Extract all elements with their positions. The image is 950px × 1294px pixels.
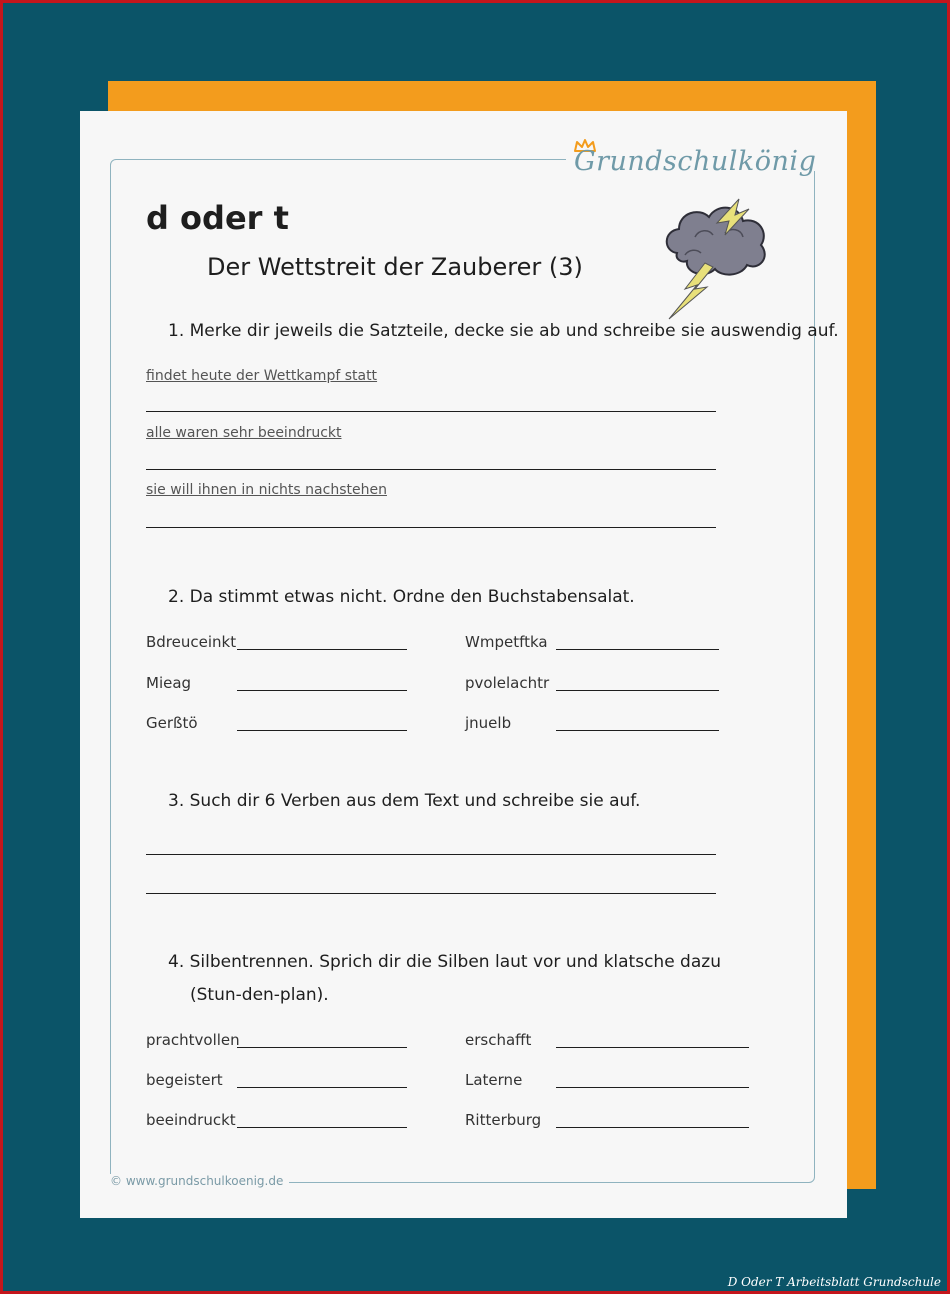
brand-logo: Grundschulkönig bbox=[574, 146, 817, 177]
syllable-word: erschafft bbox=[465, 1031, 532, 1049]
answer-line[interactable] bbox=[146, 469, 716, 470]
scrambled-word: jnuelb bbox=[465, 714, 512, 732]
answer-line[interactable] bbox=[237, 649, 407, 650]
answer-line[interactable] bbox=[146, 411, 716, 412]
scrambled-word: Wmpetftka bbox=[465, 633, 548, 651]
image-caption: D Oder T Arbeitsblatt Grundschule bbox=[727, 1275, 941, 1289]
scrambled-word: Gerßtö bbox=[146, 714, 198, 732]
task2-instruction: 2. Da stimmt etwas nicht. Ordne den Buchstabensalat. bbox=[168, 587, 635, 607]
task3-instruction: 3. Such dir 6 Verben aus dem Text und schreibe sie auf. bbox=[168, 791, 641, 811]
syllable-word: beeindruckt bbox=[146, 1111, 236, 1129]
scrambled-word: pvolelachtr bbox=[465, 674, 550, 692]
answer-line[interactable] bbox=[556, 690, 719, 691]
answer-line[interactable] bbox=[556, 730, 719, 731]
answer-line[interactable] bbox=[556, 649, 719, 650]
worksheet-subtitle: Der Wettstreit der Zauberer (3) bbox=[207, 253, 583, 281]
answer-line[interactable] bbox=[237, 1047, 407, 1048]
scrambled-word: Mieag bbox=[146, 674, 192, 692]
task4-instruction: 4. Silbentrennen. Sprich dir die Silben laut vor und klatsche dazu bbox=[168, 952, 721, 972]
answer-line[interactable] bbox=[146, 893, 716, 894]
scrambled-word: Bdreuceinkt bbox=[146, 633, 237, 651]
worksheet-title: d oder t bbox=[146, 199, 289, 237]
answer-line[interactable] bbox=[146, 527, 716, 528]
syllable-word: Ritterburg bbox=[465, 1111, 542, 1129]
answer-line[interactable] bbox=[237, 730, 407, 731]
answer-line[interactable] bbox=[146, 854, 716, 855]
task1-instruction: 1. Merke dir jeweils die Satzteile, decke sie ab und schreibe sie auswendig auf. bbox=[168, 321, 839, 341]
task1-phrase-3: sie will ihnen in nichts nachstehen bbox=[146, 482, 387, 498]
answer-line[interactable] bbox=[237, 1087, 407, 1088]
answer-line[interactable] bbox=[237, 1127, 407, 1128]
footer-url: © www.grundschulkoenig.de bbox=[110, 1174, 289, 1188]
answer-line[interactable] bbox=[556, 1127, 749, 1128]
task1-phrase-1: findet heute der Wettkampf statt bbox=[146, 368, 378, 384]
syllable-word: Laterne bbox=[465, 1071, 523, 1089]
answer-line[interactable] bbox=[556, 1087, 749, 1088]
syllable-word: prachtvollen bbox=[146, 1031, 240, 1049]
task1-phrase-2: alle waren sehr beeindruckt bbox=[146, 425, 342, 441]
syllable-word: begeistert bbox=[146, 1071, 223, 1089]
answer-line[interactable] bbox=[556, 1047, 749, 1048]
answer-line[interactable] bbox=[237, 690, 407, 691]
task4-instruction-example: (Stun-den-plan). bbox=[190, 985, 329, 1005]
thundercloud-icon bbox=[655, 193, 785, 323]
worksheet-page bbox=[80, 111, 847, 1218]
